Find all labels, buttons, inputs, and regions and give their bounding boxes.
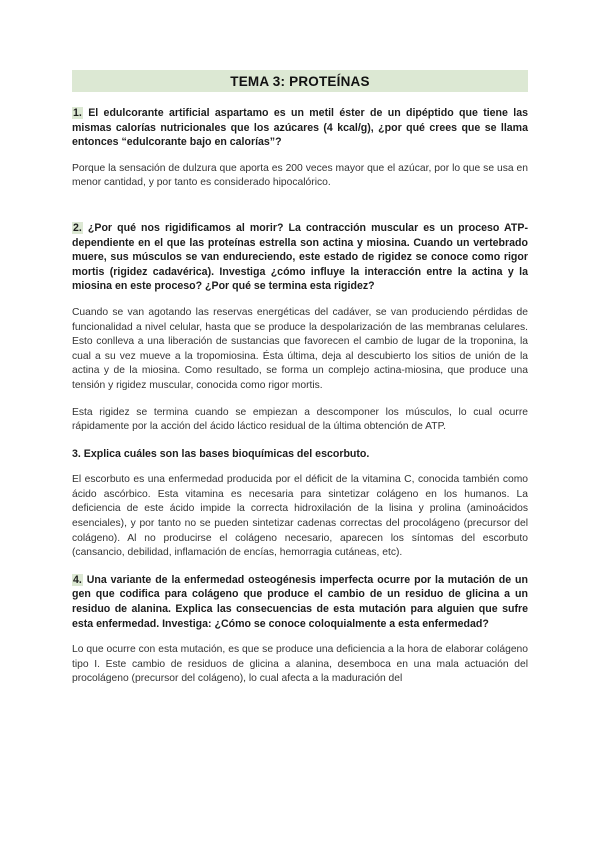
question-2 bbox=[72, 221, 528, 294]
spacer bbox=[72, 203, 528, 221]
question-text: El edulcorante artificial aspartamo es un metil éster de un dipéptido que tiene las mismas calorías nutricionales que los azúcares (4 kcal/g), ¿por qué crees que se llama entonces “edulcorante bajo en calorías”? bbox=[72, 107, 528, 149]
question-3 bbox=[72, 447, 528, 462]
question-number: 2. bbox=[73, 221, 82, 234]
question-number: 3. bbox=[72, 447, 81, 460]
answer-2-paragraph-1: Cuando se van agotando las reservas energéticas del cadáver, se van produciendo pérdidas de funcionalidad a nivel celular, hasta que se produce la despolarización de las membranas celulares. Esto conlleva a una liberación de sustancias que favorecen el cambio de lugar de la troponina, la cual a su vez mueve a la tropomiosina. Ésta última, deja al descubierto los sitios de unión de la actina y de la miosina. Como resultado, se forma un complejo actina-miosina, que produce una tensión y rigidez muscular, conocida como rigor mortis. bbox=[72, 306, 528, 391]
question-number: 1. bbox=[73, 107, 82, 119]
answer-3-paragraph-1: El escorbuto es una enfermedad producida por el déficit de la vitamina C, conocida también como ácido ascórbico. Esta vitamina es necesaria para sintetizar colágeno en los humanos. La deficiencia de este ácido impide la correcta hidroxilación de la lisina y prolina (aminoácidos esenciales), y por tanto no se pueden sintetizar cadenas correctas del procolágeno (precursor del colágeno). Al no producirse el colágeno necesario, aparecen los síntomas del escorbuto (cansancio, debilidad, inflamación de encías, hemorragia cutáneas, etc). bbox=[72, 474, 528, 559]
question-1 bbox=[72, 106, 528, 150]
question-text: Explica cuáles son las bases bioquímicas del escorbuto. bbox=[80, 447, 370, 460]
title-bar bbox=[72, 70, 528, 92]
document-page bbox=[72, 70, 528, 699]
question-number: 4. bbox=[73, 573, 82, 586]
question-4 bbox=[72, 573, 528, 631]
question-text: ¿Por qué nos rigidificamos al morir? La contracción muscular es un proceso ATP-dependiente en el que las proteínas estrella son actina y miosina. Cuando un vertebrado muere, sus músculos se van endureciendo, este estado de rigidez se conoce como rigor mortis (rigidez cadavérica). Investiga ¿cómo influye la interacción entre la actina y la miosina en este proceso? ¿Por qué se termina esta rigidez? bbox=[72, 221, 528, 293]
document-title: TEMA 3: PROTEÍNAS bbox=[230, 73, 370, 89]
answer-2-paragraph-2: Esta rigidez se termina cuando se empiezan a descomponer los músculos, lo cual ocurre rápidamente por la acción del ácido láctico residual de la última obtención de ATP. bbox=[72, 406, 528, 433]
question-text: Una variante de la enfermedad osteogénesis imperfecta ocurre por la mutación de un gen que codifica para colágeno que produce el cambio de un residuo de glicina a un residuo de alanina. Explica las consecuencias de esta mutación para alguien que sufre esta enfermedad. Investiga: ¿Cómo se conoce coloquialmente a esta enfermedad? bbox=[72, 573, 528, 630]
answer-4-paragraph-1: Lo que ocurre con esta mutación, es que se produce una deficiencia a la hora de elaborar colágeno tipo I. Este cambio de residuos de glicina a alanina, desemboca en una mala actuación del procolágeno (precursor del colágeno), lo cual afecta a la maduración del bbox=[72, 644, 528, 685]
answer-1-paragraph-1: Porque la sensación de dulzura que aporta es 200 veces mayor que el azúcar, por lo que se usa en menor cantidad, y por tanto es considerado hipocalórico. bbox=[72, 162, 528, 189]
